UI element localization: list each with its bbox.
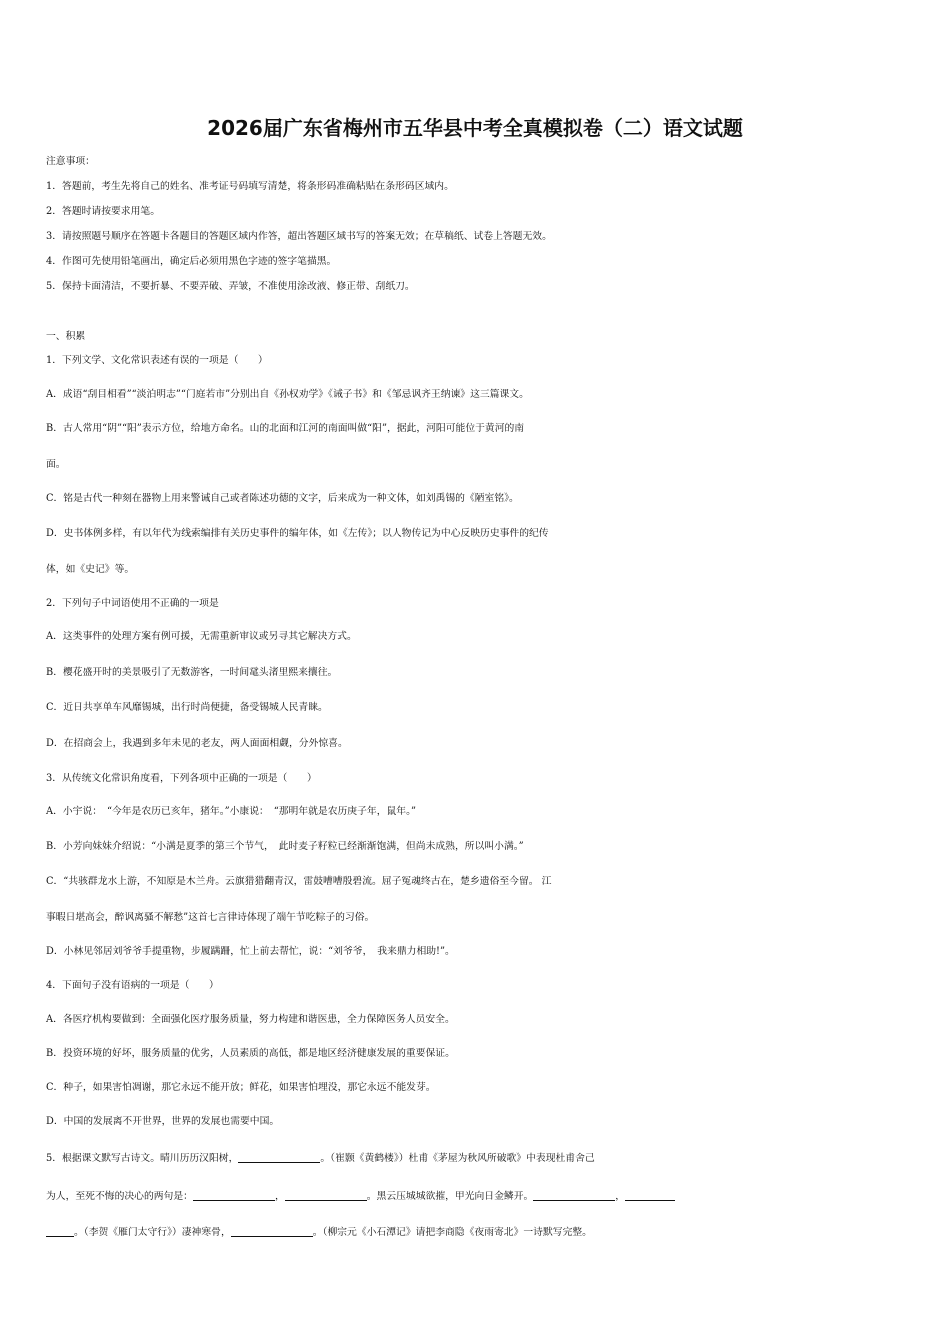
answer-blank[interactable] [193,1186,275,1201]
page-title: 2026届广东省梅州市五华县中考全真模拟卷（二）语文试题 [207,116,743,140]
q5-text: 。黑云压城城欲摧，甲光向日金鳞开。 [366,1191,534,1202]
question-4-option-a: A．各医疗机构要做到：全面强化医疗服务质量，努力构建和谐医患，全力保障医务人员安全。 [46,1014,455,1025]
notice-heading: 注意事项： [46,156,95,167]
q5-text: ， [274,1191,285,1202]
q5-text: 。（李贺《雁门太守行》）凄神寒骨， [74,1227,231,1238]
answer-blank[interactable] [238,1148,320,1163]
question-3-option-b: B．小芳向妹妹介绍说：“小满是夏季的第三个节气， 此时麦子籽粒已经渐渐饱满，但尚未成熟，所以叫小满。” [46,841,524,852]
question-1-option-d-line2: 体，如《史记》等。 [46,564,135,575]
answer-blank[interactable] [46,1222,74,1237]
question-4-option-d: D．中国的发展离不开世界，世界的发展也需要中国。 [46,1116,280,1127]
answer-blank[interactable] [231,1222,313,1237]
question-4-option-b: B．投资环境的好坏，服务质量的优劣，人员素质的高低，都是地区经济健康发展的重要保证。 [46,1048,455,1059]
q5-text: 为人，至死不悔的决心的两句是： [46,1191,193,1202]
question-3-stem: 3．从传统文化常识角度看，下列各项中正确的一项是（ ） [46,773,317,784]
question-2-option-d: D．在招商会上，我遇到多年未见的老友，两人面面相觑，分外惊喜。 [46,738,348,749]
question-2-stem: 2．下列句子中词语使用不正确的一项是 [46,598,219,609]
q5-text: 5．根据课文默写古诗文。晴川历历汉阳树， [46,1153,239,1164]
question-5-line1 [46,1148,908,1168]
q5-text: 。（崔颢《黄鹤楼》）杜甫《茅屋为秋风所破歌》中表现杜甫舍己 [320,1153,595,1164]
notice-item-4: 4．作图可先使用铅笔画出，确定后必须用黑色字迹的签字笔描黑。 [46,256,337,267]
question-4-stem: 4．下面句子没有语病的一项是（ ） [46,980,219,991]
notice-item-1: 1．答题前，考生先将自己的姓名、准考证号码填写清楚，将条形码准确粘贴在条形码区域内。 [46,181,454,192]
answer-blank[interactable] [625,1186,675,1201]
q5-text: 。（柳宗元《小石潭记》请把李商隐《夜雨寄北》一诗默写完整。 [312,1227,592,1238]
notice-item-5: 5．保持卡面清洁，不要折暴、不要弄破、弄皱，不准使用涂改液、修正带、刮纸刀。 [46,281,415,292]
question-2-option-b: B．樱花盛开时的美景吸引了无数游客，一时间鼋头渚里熙来攘往。 [46,667,338,678]
question-1-option-d-line1: D．史书体例多样，有以年代为线索编排有关历史事件的编年体，如《左传》；以人物传记为中心反映历史事件的纪传 [46,528,549,539]
question-1-stem: 1．下列文学、文化常识表述有误的一项是（ ） [46,355,268,366]
question-1-option-b-line2: 面。 [46,459,66,470]
question-1-option-b-line1: B．古人常用“阴”“阳”表示方位，给地方命名。山的北面和江河的南面叫做“阳”，据此，河阳可能位于黄河的南 [46,423,525,434]
question-2-option-a: A．这类事件的处理方案有例可援，无需重新审议或另寻其它解决方式。 [46,631,357,642]
question-3-option-d: D．小林见邻居刘爷爷手提重物，步履蹒跚，忙上前去帮忙，说：“刘爷爷， 我来鼎力相助!”。 [46,946,455,957]
section-heading: 一、积累 [46,331,86,342]
answer-blank[interactable] [285,1186,367,1201]
question-1-option-a: A．成语“刮目相看”“淡泊明志”“门庭若市”分别出自《孙权劝学》《诫子书》和《邹忌讽齐王纳谏》这三篇课文。 [46,389,529,400]
question-3-option-a: A．小宇说： “今年是农历已亥年，猪年。”小康说： “那明年就是农历庚子年，鼠年。” [46,806,416,817]
question-2-option-c: C．近日共享单车风靡锡城，出行时尚便捷，备受锡城人民青睐。 [46,702,328,713]
question-5-line3 [46,1222,908,1242]
question-3-option-c-line1: C．“共骇群龙水上游，不知原是木兰舟。云旗猎猎翻青汉，雷鼓嘈嘈殷碧流。屈子冤魂终古在，楚乡遗俗至今留。 江 [46,876,552,887]
notice-item-2: 2．答题时请按要求用笔。 [46,206,160,217]
question-5-line2 [46,1186,908,1206]
notice-item-3: 3．请按照题号顺序在答题卡各题目的答题区域内作答，超出答题区域书写的答案无效；在草稿纸、试卷上答题无效。 [46,231,552,242]
question-4-option-c: C．种子，如果害怕凋谢，那它永远不能开放；鲜花，如果害怕埋没，那它永远不能发芽。 [46,1082,436,1093]
question-1-option-c: C．铭是古代一种刻在器物上用来警诫自己或者陈述功德的文字，后来成为一种文体，如刘禹锡的《陋室铭》。 [46,493,519,504]
q5-text: ， [615,1191,626,1202]
question-3-option-c-line2: 事暇日堪高会，醉讽离骚不解愁”这首七言律诗体现了端午节吃粽子的习俗。 [46,912,375,923]
answer-blank[interactable] [533,1186,615,1201]
